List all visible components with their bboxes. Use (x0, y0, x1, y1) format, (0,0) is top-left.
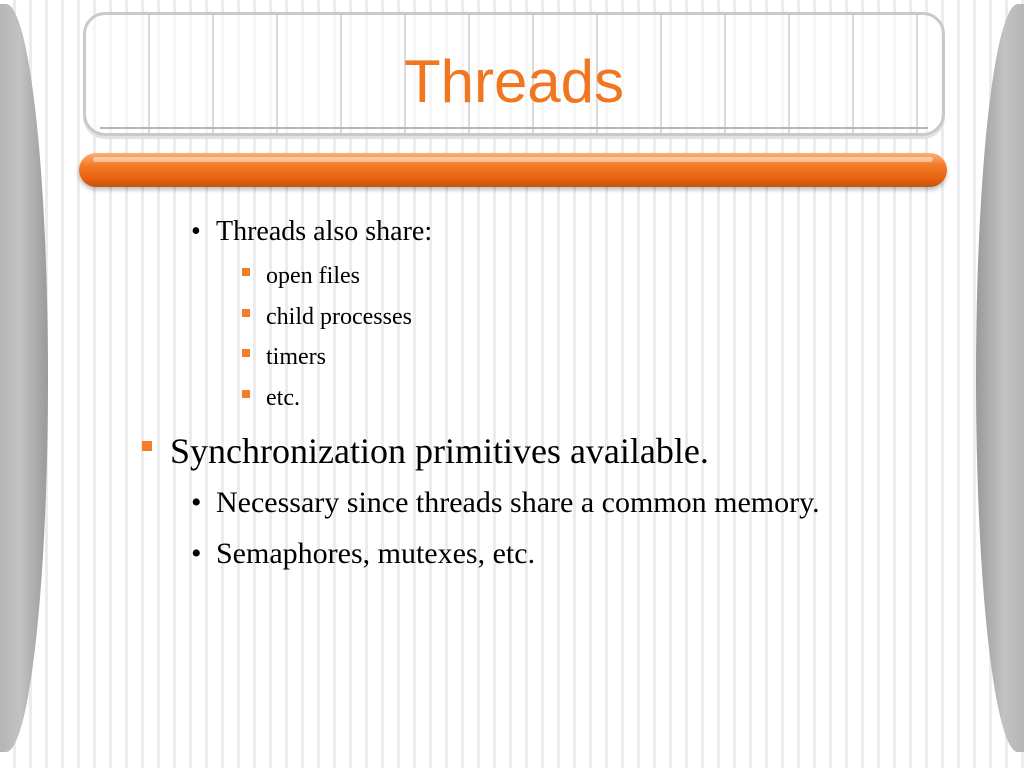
sub-bullet-text: child processes (266, 304, 412, 330)
slide-title: Threads (403, 48, 625, 115)
square-bullet-marker (142, 441, 152, 451)
square-bullet-marker (242, 349, 250, 357)
round-bullet-marker: • (191, 216, 201, 247)
round-bullet-marker: • (191, 486, 202, 519)
sub-bullet-text: Semaphores, mutexes, etc. (216, 537, 536, 570)
sub-bullet-text: timers (266, 344, 326, 370)
square-bullet-marker (242, 309, 250, 317)
bullet-text: Synchronization primitives available. (170, 431, 709, 471)
sub-bullet-text: Necessary since threads share a common memory. (216, 486, 820, 519)
square-bullet-marker (242, 390, 250, 398)
bullet-text: Threads also share: (216, 216, 433, 247)
sub-bullet-text: etc. (266, 385, 300, 411)
sub-bullet-text: open files (266, 263, 360, 289)
square-bullet-marker (242, 268, 250, 276)
round-bullet-marker: • (191, 537, 202, 570)
